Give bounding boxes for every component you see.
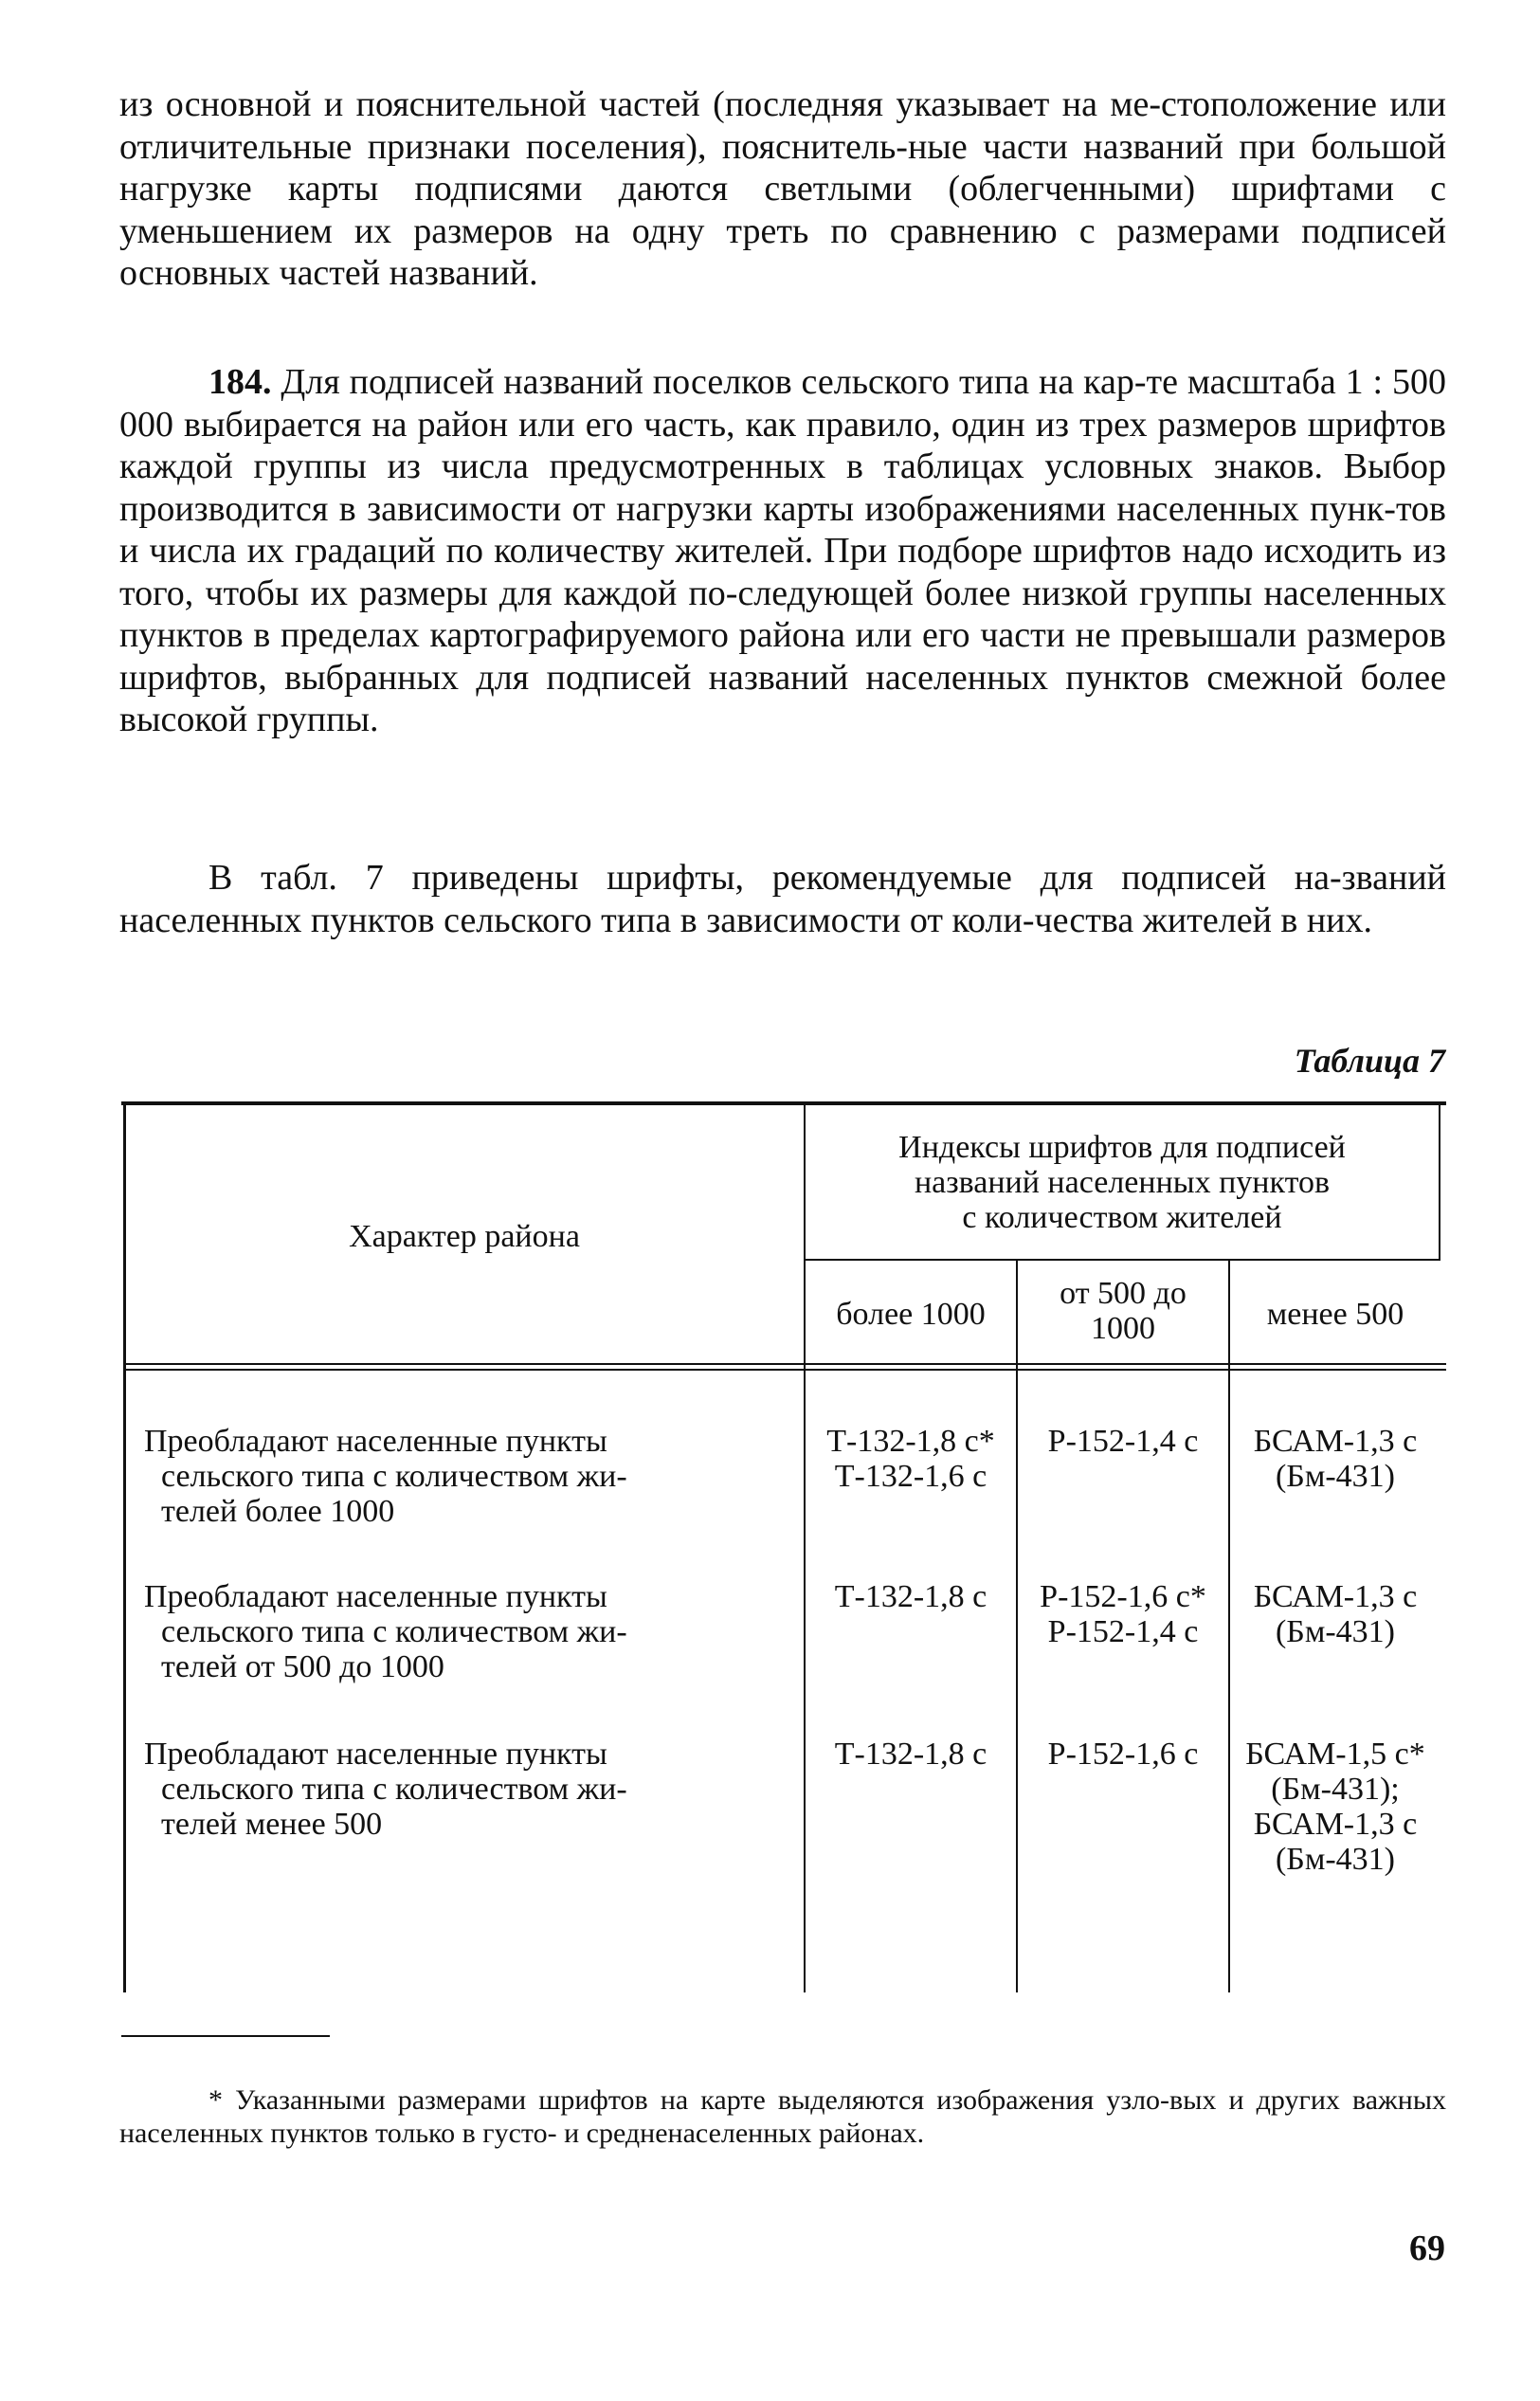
row-label-line: телей от 500 до 1000 <box>161 1649 444 1684</box>
subheader-500-1000-line: от 500 до <box>1060 1276 1187 1311</box>
row-2-more-1000 <box>806 1579 1016 1614</box>
font-index: (Бм-431) <box>1275 1614 1395 1649</box>
font-index: Т-132-1,8 с <box>834 1737 987 1772</box>
row-1-less-500 <box>1230 1424 1440 1494</box>
row-label-line: телей более 1000 <box>161 1494 395 1529</box>
font-index: Т-132-1,8 с* <box>826 1424 995 1459</box>
header-font-indexes <box>806 1130 1439 1235</box>
row-1-500-1000 <box>1018 1424 1228 1459</box>
row-label-line: сельского типа с количеством жи- <box>161 1459 627 1494</box>
subheader-rule <box>804 1259 1440 1261</box>
row-label-line: Преобладают населенные пункты <box>144 1424 607 1459</box>
row-2-less-500 <box>1230 1579 1440 1649</box>
row-2-500-1000 <box>1018 1579 1228 1649</box>
page-number: 69 <box>1409 2228 1445 2268</box>
header-right-border <box>1439 1101 1440 1259</box>
row-label-line: телей менее 500 <box>161 1807 383 1842</box>
row-label-line: Преобладают населенные пункты <box>144 1579 607 1614</box>
paragraph-table-intro: В табл. 7 приведены шрифты, рекомендуемые для подписей на-званий населенных пунктов сельского типа в зависимости от коли-чества жителей в них. <box>119 858 1446 940</box>
row-3-more-1000 <box>806 1737 1016 1772</box>
header-font-indexes-line: с количеством жителей <box>962 1200 1282 1235</box>
font-index: (Бм-431); <box>1271 1772 1400 1807</box>
row-3-500-1000 <box>1018 1737 1228 1772</box>
subheader-more-1000: более 1000 <box>836 1297 986 1332</box>
row-3-less-500 <box>1230 1737 1440 1877</box>
paragraph-184-text: Для подписей названий поселков сельского типа на кар-те масштаба 1 : 500 000 выбирается на район или его часть, как правило, один из трех размеров шрифтов каждой группы из числа предусмотренных в таблицах условных знаков. Выбор производится в зависимости от нагрузки карты изображениями населенных пунк-тов и числа их градаций по количеству жителей. При подборе шрифтов надо исходить из того, чтобы их размеры для каждой по-следующей более низкой группы населенных пунктов в пределах картографируемого района или его части не превышали размеров шрифтов, выбранных для подписей названий населенных пунктов смежной более высокой группы. <box>119 362 1446 739</box>
subheader-500-1000 <box>1018 1276 1228 1346</box>
footnote-separator <box>121 2035 330 2037</box>
table-top-rule <box>121 1101 1446 1105</box>
font-index: Р-152-1,4 с <box>1047 1614 1199 1649</box>
row-label-line: сельского типа с количеством жи- <box>161 1772 627 1807</box>
font-index: Р-152-1,4 с <box>1047 1424 1199 1459</box>
row-1-more-1000 <box>806 1424 1016 1494</box>
paragraph-184 <box>119 361 1446 741</box>
header-bottom-rule-a <box>123 1363 1446 1365</box>
paragraph-continuation: из основной и пояснительной частей (последняя указывает на ме-стоположение или отличительные признаки поселения), пояснитель-ные части названий при большой нагрузке карты подписями даются светлыми (облегченными) шрифтами с уменьшением их размеров на одну треть по сравнению с размерами подписей основных частей названий. <box>119 84 1446 293</box>
font-index: Р-152-1,6 с* <box>1040 1579 1206 1614</box>
header-bottom-rule-b <box>123 1369 1446 1371</box>
font-index: БСАМ-1,3 с <box>1253 1807 1418 1842</box>
font-index: (Бм-431) <box>1275 1842 1395 1877</box>
font-index: Т-132-1,6 с <box>834 1459 987 1494</box>
header-font-indexes-line: Индексы шрифтов для подписей <box>898 1130 1346 1165</box>
row-label-line: Преобладают населенные пункты <box>144 1737 607 1772</box>
font-index: БСАМ-1,3 с <box>1253 1424 1418 1459</box>
row-3-label <box>144 1737 781 1842</box>
font-index-table <box>119 1101 1446 1997</box>
table-caption: Таблица 7 <box>1294 1042 1445 1080</box>
font-index: БСАМ-1,5 с* <box>1245 1737 1425 1772</box>
header-font-indexes-line: названий населенных пунктов <box>914 1165 1331 1200</box>
row-2-label <box>144 1579 781 1684</box>
header-district-type: Характер района <box>349 1219 580 1254</box>
row-1-label <box>144 1424 781 1529</box>
font-index: Т-132-1,8 с <box>834 1579 987 1614</box>
subheader-less-500: менее 500 <box>1266 1297 1404 1332</box>
font-index: (Бм-431) <box>1275 1459 1395 1494</box>
column-divider-1 <box>804 1101 806 1992</box>
footnote: * Указанными размерами шрифтов на карте выделяются изображения узло-вых и других важных населенных пунктов только в густо- и средненаселенных районах. <box>119 2084 1446 2149</box>
subheader-500-1000-line: 1000 <box>1091 1311 1155 1346</box>
paragraph-number: 184. <box>208 362 272 402</box>
font-index: Р-152-1,6 с <box>1047 1737 1199 1772</box>
row-label-line: сельского типа с количеством жи- <box>161 1614 627 1649</box>
font-index: БСАМ-1,3 с <box>1253 1579 1418 1614</box>
table-left-border <box>123 1101 126 1992</box>
